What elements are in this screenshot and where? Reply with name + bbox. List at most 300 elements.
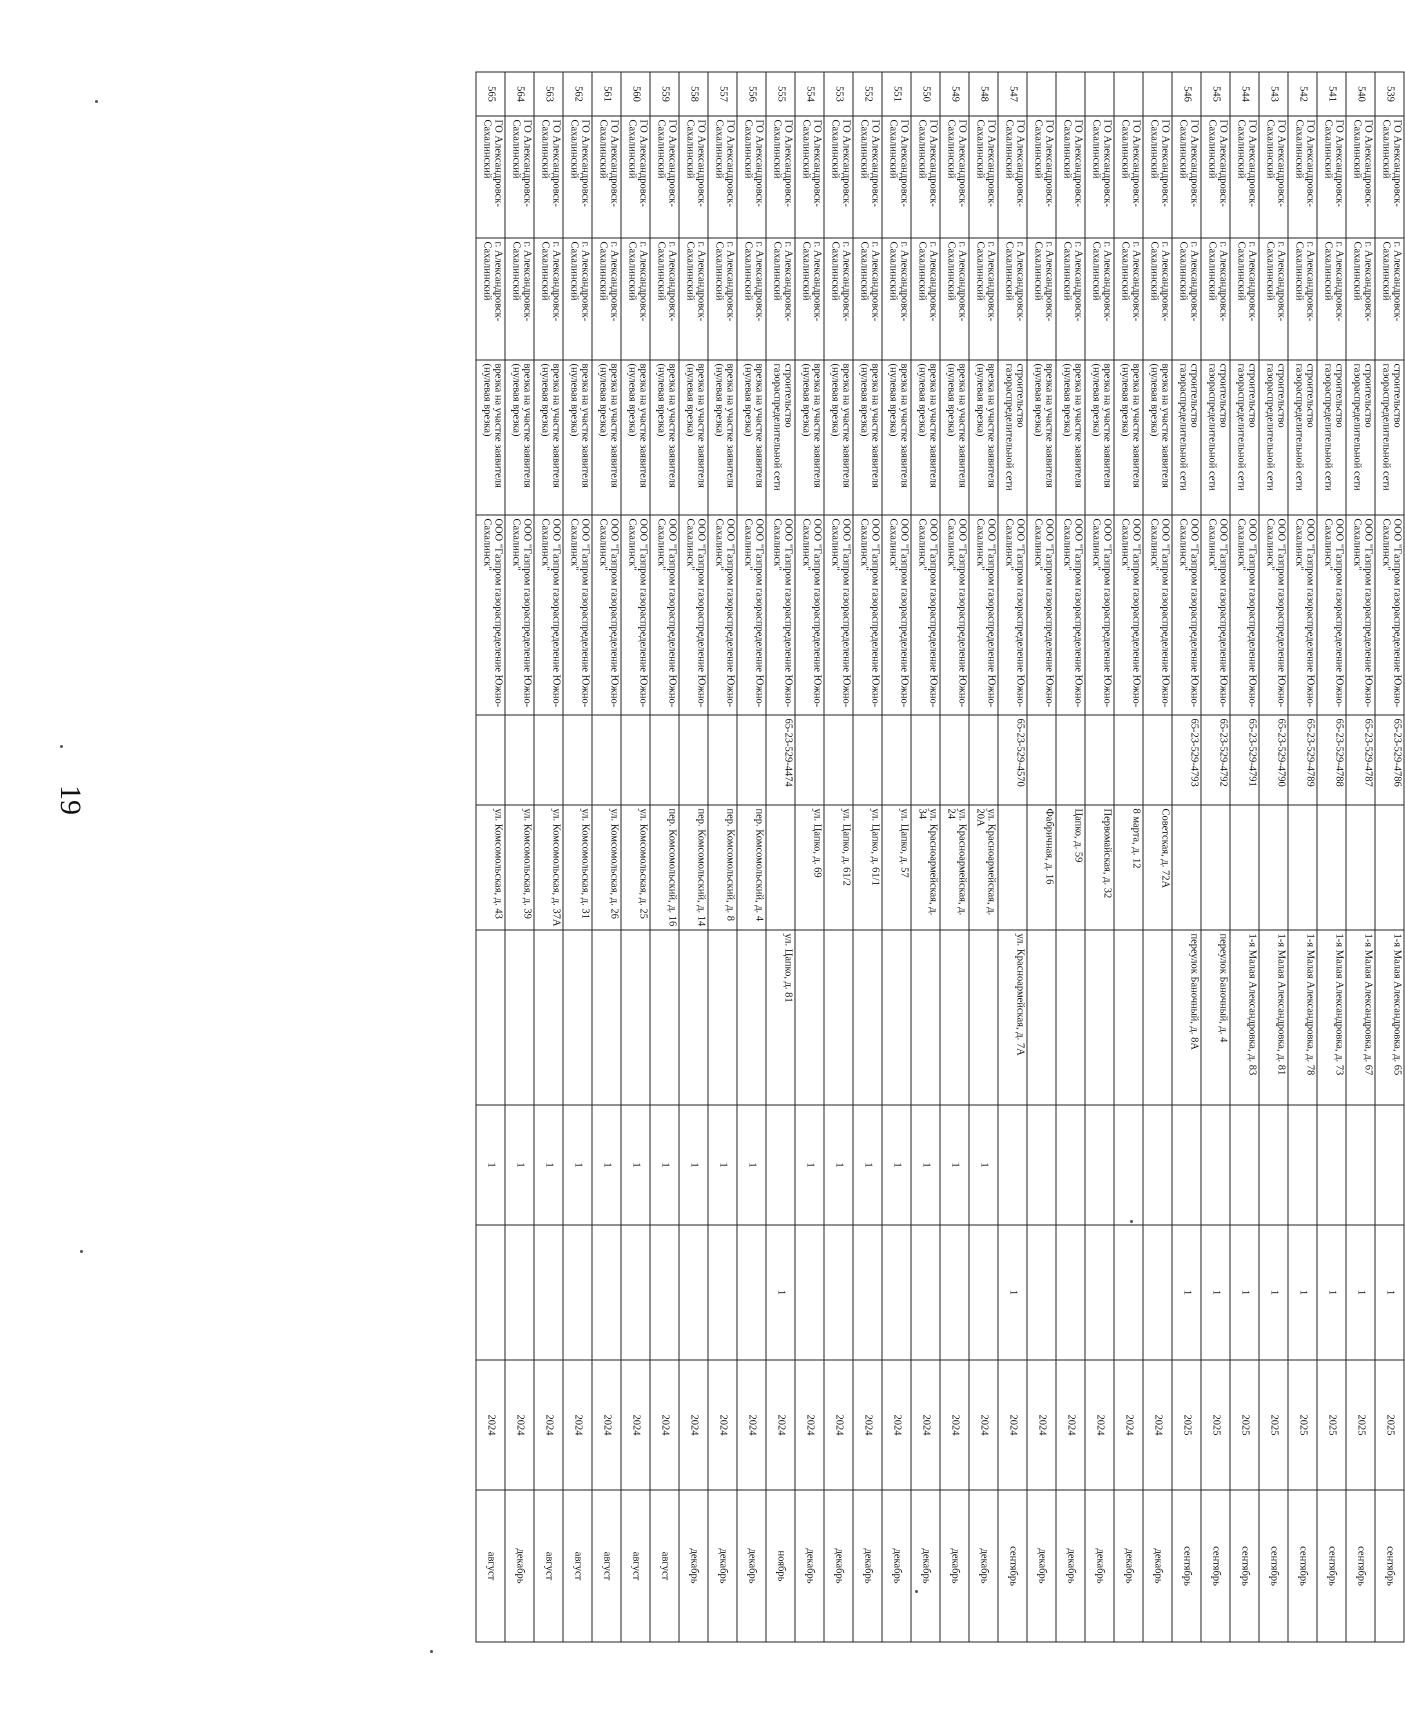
locality-cell: г. Александровск-Сахалинский — [1375, 238, 1404, 360]
mark-cell-1: 1 — [592, 1105, 621, 1225]
scan-speck — [1130, 1220, 1133, 1223]
district-cell: ГО Александровск-Сахалинский — [940, 116, 969, 238]
locality-cell: г. Александровск-Сахалинский — [1027, 238, 1056, 360]
year-cell: 2024 — [592, 1360, 621, 1490]
table-row — [737, 72, 766, 1642]
month-cell: сентябрь — [1259, 1490, 1288, 1642]
work-type-cell: врезка на участке заявителя (нулевая врезка) — [853, 360, 882, 515]
address-cell — [1346, 805, 1375, 930]
locality-cell: г. Александровск-Сахалинский — [969, 238, 998, 360]
object-code-cell — [795, 715, 824, 805]
month-cell: декабрь — [911, 1490, 940, 1642]
district-cell: ГО Александровск-Сахалинский — [476, 116, 505, 238]
object-code-cell: 65-23-529-4474 — [766, 715, 795, 805]
locality-cell: г. Александровск-Сахалинский — [505, 238, 534, 360]
mark-cell-1 — [1259, 1105, 1288, 1225]
work-type-cell: врезка на участке заявителя (нулевая врезка) — [563, 360, 592, 515]
year-cell: 2024 — [795, 1360, 824, 1490]
object-code-cell — [563, 715, 592, 805]
row-number: 559 — [650, 72, 679, 116]
work-type-cell: врезка на участке заявителя (нулевая врезка) — [969, 360, 998, 515]
mark-cell-2 — [592, 1225, 621, 1360]
locality-cell: г. Александровск-Сахалинский — [476, 238, 505, 360]
work-type-cell: строительство газораспределительной сети — [1317, 360, 1346, 515]
year-cell: 2025 — [1288, 1360, 1317, 1490]
mark-cell-1: 1 — [476, 1105, 505, 1225]
month-cell: декабрь — [708, 1490, 737, 1642]
network-address-cell: переулок Баночный, д. 8А — [1172, 930, 1201, 1105]
mark-cell-2 — [534, 1225, 563, 1360]
organization-cell: ООО "Газпром газораспределение Южно-Сахалинск" — [737, 515, 766, 715]
mark-cell-1 — [1027, 1105, 1056, 1225]
network-address-cell — [882, 930, 911, 1105]
network-address-cell: ул. Красноармейская, д. 7А — [998, 930, 1027, 1105]
mark-cell-2 — [708, 1225, 737, 1360]
table-row — [969, 72, 998, 1642]
year-cell: 2024 — [563, 1360, 592, 1490]
object-code-cell: 65-23-529-4788 — [1317, 715, 1346, 805]
work-type-cell: врезка на участке заявителя (нулевая врезка) — [650, 360, 679, 515]
mark-cell-2 — [824, 1225, 853, 1360]
address-cell: ул. Цапко, д. 69 — [795, 805, 824, 930]
mark-cell-1: 1 — [679, 1105, 708, 1225]
district-cell: ГО Александровск-Сахалинский — [882, 116, 911, 238]
work-type-cell: строительство газораспределительной сети — [1259, 360, 1288, 515]
locality-cell: г. Александровск-Сахалинский — [650, 238, 679, 360]
month-cell: декабрь — [1114, 1490, 1143, 1642]
organization-cell: ООО "Газпром газораспределение Южно-Сахалинск" — [1027, 515, 1056, 715]
work-type-cell: врезка на участке заявителя (нулевая врезка) — [1143, 360, 1172, 515]
district-cell: ГО Александровск-Сахалинский — [1346, 116, 1375, 238]
district-cell: ГО Александровск-Сахалинский — [1375, 116, 1404, 238]
year-cell: 2024 — [940, 1360, 969, 1490]
table-row — [1056, 72, 1085, 1642]
mark-cell-2: 1 — [1201, 1225, 1230, 1360]
object-code-cell — [1056, 715, 1085, 805]
network-address-cell — [679, 930, 708, 1105]
mark-cell-1: 1 — [853, 1105, 882, 1225]
mark-cell-1 — [1375, 1105, 1404, 1225]
work-type-cell: строительство газораспределительной сети — [998, 360, 1027, 515]
organization-cell: ООО "Газпром газораспределение Южно-Сахалинск" — [853, 515, 882, 715]
year-cell: 2024 — [824, 1360, 853, 1490]
row-number: 548 — [969, 72, 998, 116]
locality-cell: г. Александровск-Сахалинский — [766, 238, 795, 360]
address-cell: пер. Комсомольский, д. 14 — [679, 805, 708, 930]
month-cell: август — [476, 1490, 505, 1642]
mark-cell-2 — [737, 1225, 766, 1360]
organization-cell: ООО "Газпром газораспределение Южно-Сахалинск" — [1085, 515, 1114, 715]
object-code-cell: 65-23-529-4789 — [1288, 715, 1317, 805]
work-type-cell: строительство газораспределительной сети — [1288, 360, 1317, 515]
district-cell: ГО Александровск-Сахалинский — [1288, 116, 1317, 238]
organization-cell: ООО "Газпром газораспределение Южно-Сахалинск" — [592, 515, 621, 715]
address-cell: Цапко, д. 59 — [1056, 805, 1085, 930]
year-cell: 2024 — [882, 1360, 911, 1490]
work-type-cell: врезка на участке заявителя (нулевая врезка) — [679, 360, 708, 515]
mark-cell-1: 1 — [940, 1105, 969, 1225]
row-number: 553 — [824, 72, 853, 116]
work-type-cell: врезка на участке заявителя (нулевая врезка) — [824, 360, 853, 515]
year-cell: 2024 — [476, 1360, 505, 1490]
table-row — [1230, 72, 1259, 1642]
network-address-cell: 1-я Малая Александровка, д. 81 — [1259, 930, 1288, 1105]
mark-cell-1: 1 — [708, 1105, 737, 1225]
work-type-cell: строительство газораспределительной сети — [1375, 360, 1404, 515]
year-cell: 2025 — [1172, 1360, 1201, 1490]
object-code-cell — [853, 715, 882, 805]
row-number: 544 — [1230, 72, 1259, 116]
month-cell: декабрь — [882, 1490, 911, 1642]
locality-cell: г. Александровск-Сахалинский — [911, 238, 940, 360]
table-body — [476, 72, 1404, 1642]
locality-cell: г. Александровск-Сахалинский — [1259, 238, 1288, 360]
work-type-cell: врезка на участке заявителя (нулевая врезка) — [534, 360, 563, 515]
locality-cell: г. Александровск-Сахалинский — [882, 238, 911, 360]
work-type-cell: врезка на участке заявителя (нулевая врезка) — [1027, 360, 1056, 515]
organization-cell: ООО "Газпром газораспределение Южно-Сахалинск" — [969, 515, 998, 715]
locality-cell: г. Александровск-Сахалинский — [824, 238, 853, 360]
table-row — [563, 72, 592, 1642]
mark-cell-2 — [1143, 1225, 1172, 1360]
network-address-cell: 1-я Малая Александровка, д. 67 — [1346, 930, 1375, 1105]
year-cell: 2024 — [911, 1360, 940, 1490]
district-cell: ГО Александровск-Сахалинский — [1143, 116, 1172, 238]
object-code-cell — [1114, 715, 1143, 805]
work-type-cell: врезка на участке заявителя (нулевая врезка) — [592, 360, 621, 515]
locality-cell: г. Александровск-Сахалинский — [1056, 238, 1085, 360]
work-type-cell: строительство газораспределительной сети — [1172, 360, 1201, 515]
mark-cell-1: 1 — [882, 1105, 911, 1225]
table-row — [592, 72, 621, 1642]
locality-cell: г. Александровск-Сахалинский — [1230, 238, 1259, 360]
row-number: 543 — [1259, 72, 1288, 116]
mark-cell-2: 1 — [766, 1225, 795, 1360]
locality-cell: г. Александровск-Сахалинский — [795, 238, 824, 360]
organization-cell: ООО "Газпром газораспределение Южно-Сахалинск" — [679, 515, 708, 715]
gasification-schedule-table — [476, 72, 1405, 1643]
table-row — [1027, 72, 1056, 1642]
table-row — [795, 72, 824, 1642]
network-address-cell — [824, 930, 853, 1105]
network-address-cell — [650, 930, 679, 1105]
address-cell: ул. Цапко, д. 57 — [882, 805, 911, 930]
locality-cell: г. Александровск-Сахалинский — [940, 238, 969, 360]
object-code-cell: 65-23-529-4570 — [998, 715, 1027, 805]
mark-cell-2 — [882, 1225, 911, 1360]
mark-cell-2: 1 — [1317, 1225, 1346, 1360]
address-cell: ул. Комсомольская, д. 43 — [476, 805, 505, 930]
mark-cell-1 — [1056, 1105, 1085, 1225]
work-type-cell: врезка на участке заявителя (нулевая врезка) — [882, 360, 911, 515]
month-cell: август — [563, 1490, 592, 1642]
mark-cell-1 — [1085, 1105, 1114, 1225]
address-cell — [1288, 805, 1317, 930]
scan-speck — [80, 1250, 83, 1253]
row-number: 539 — [1375, 72, 1404, 116]
table-row — [476, 72, 505, 1642]
locality-cell: г. Александровск-Сахалинский — [737, 238, 766, 360]
month-cell: ноябрь — [766, 1490, 795, 1642]
object-code-cell — [534, 715, 563, 805]
table-row — [1288, 72, 1317, 1642]
table-row — [766, 72, 795, 1642]
row-number: 561 — [592, 72, 621, 116]
district-cell: ГО Александровск-Сахалинский — [534, 116, 563, 238]
row-number: 556 — [737, 72, 766, 116]
district-cell: ГО Александровск-Сахалинский — [1201, 116, 1230, 238]
year-cell: 2024 — [853, 1360, 882, 1490]
table-row — [940, 72, 969, 1642]
mark-cell-2 — [476, 1225, 505, 1360]
year-cell: 2024 — [766, 1360, 795, 1490]
network-address-cell — [940, 930, 969, 1105]
mark-cell-1: 1 — [795, 1105, 824, 1225]
address-cell: 8 марта, д. 12 — [1114, 805, 1143, 930]
year-cell: 2024 — [737, 1360, 766, 1490]
network-address-cell — [592, 930, 621, 1105]
locality-cell: г. Александровск-Сахалинский — [998, 238, 1027, 360]
row-number: 547 — [998, 72, 1027, 116]
mark-cell-2 — [563, 1225, 592, 1360]
district-cell: ГО Александровск-Сахалинский — [1085, 116, 1114, 238]
object-code-cell — [708, 715, 737, 805]
month-cell: август — [650, 1490, 679, 1642]
locality-cell: г. Александровск-Сахалинский — [1114, 238, 1143, 360]
table-row — [824, 72, 853, 1642]
object-code-cell — [621, 715, 650, 805]
mark-cell-2 — [969, 1225, 998, 1360]
table-row — [911, 72, 940, 1642]
organization-cell: ООО "Газпром газораспределение Южно-Сахалинск" — [563, 515, 592, 715]
row-number: 563 — [534, 72, 563, 116]
year-cell: 2024 — [1085, 1360, 1114, 1490]
mark-cell-2 — [1085, 1225, 1114, 1360]
mark-cell-1: 1 — [824, 1105, 853, 1225]
mark-cell-1 — [1317, 1105, 1346, 1225]
network-address-cell: 1-я Малая Александровка, д. 73 — [1317, 930, 1346, 1105]
table-row — [621, 72, 650, 1642]
table-row — [650, 72, 679, 1642]
address-cell: ул. Комсомольская, д. 25 — [621, 805, 650, 930]
row-number: 564 — [505, 72, 534, 116]
locality-cell: г. Александровск-Сахалинский — [1143, 238, 1172, 360]
district-cell: ГО Александровск-Сахалинский — [824, 116, 853, 238]
address-cell: ул. Комсомольская, д. 31 — [563, 805, 592, 930]
table-row — [853, 72, 882, 1642]
locality-cell: г. Александровск-Сахалинский — [679, 238, 708, 360]
object-code-cell: 65-23-529-4792 — [1201, 715, 1230, 805]
organization-cell: ООО "Газпром газораспределение Южно-Сахалинск" — [1172, 515, 1201, 715]
organization-cell: ООО "Газпром газораспределение Южно-Сахалинск" — [476, 515, 505, 715]
year-cell: 2024 — [1056, 1360, 1085, 1490]
network-address-cell — [1143, 930, 1172, 1105]
work-type-cell: врезка на участке заявителя (нулевая врезка) — [940, 360, 969, 515]
object-code-cell — [882, 715, 911, 805]
locality-cell: г. Александровск-Сахалинский — [621, 238, 650, 360]
work-type-cell: врезка на участке заявителя (нулевая врезка) — [621, 360, 650, 515]
network-address-cell: переулок Баночный, д. 4 — [1201, 930, 1230, 1105]
work-type-cell: врезка на участке заявителя (нулевая врезка) — [737, 360, 766, 515]
district-cell: ГО Александровск-Сахалинский — [766, 116, 795, 238]
month-cell: декабрь — [1143, 1490, 1172, 1642]
work-type-cell: врезка на участке заявителя (нулевая врезка) — [1056, 360, 1085, 515]
mark-cell-2: 1 — [1375, 1225, 1404, 1360]
locality-cell: г. Александровск-Сахалинский — [1346, 238, 1375, 360]
mark-cell-2: 1 — [998, 1225, 1027, 1360]
table-row — [1085, 72, 1114, 1642]
address-cell: пер. Комсомольский, д. 8 — [708, 805, 737, 930]
mark-cell-2 — [621, 1225, 650, 1360]
address-cell: ул. Комсомольская, д. 37А — [534, 805, 563, 930]
mark-cell-1: 1 — [505, 1105, 534, 1225]
row-number: 541 — [1317, 72, 1346, 116]
district-cell: ГО Александровск-Сахалинский — [563, 116, 592, 238]
locality-cell: г. Александровск-Сахалинский — [563, 238, 592, 360]
organization-cell: ООО "Газпром газораспределение Южно-Сахалинск" — [650, 515, 679, 715]
address-cell: Фабричная, д. 16 — [1027, 805, 1056, 930]
district-cell: ГО Александровск-Сахалинский — [708, 116, 737, 238]
organization-cell: ООО "Газпром газораспределение Южно-Сахалинск" — [1201, 515, 1230, 715]
table-row — [1114, 72, 1143, 1642]
work-type-cell: врезка на участке заявителя (нулевая врезка) — [505, 360, 534, 515]
address-cell — [1201, 805, 1230, 930]
row-number: 558 — [679, 72, 708, 116]
scan-speck — [95, 100, 98, 103]
mark-cell-1 — [1346, 1105, 1375, 1225]
district-cell: ГО Александровск-Сахалинский — [1172, 116, 1201, 238]
address-cell: пер. Комсомольский, д. 16 — [650, 805, 679, 930]
organization-cell: ООО "Газпром газораспределение Южно-Сахалинск" — [940, 515, 969, 715]
work-type-cell: строительство газораспределительной сети — [1346, 360, 1375, 515]
network-address-cell — [795, 930, 824, 1105]
object-code-cell — [1143, 715, 1172, 805]
mark-cell-2 — [795, 1225, 824, 1360]
month-cell: декабрь — [1056, 1490, 1085, 1642]
year-cell: 2024 — [1027, 1360, 1056, 1490]
mark-cell-2: 1 — [1346, 1225, 1375, 1360]
locality-cell: г. Александровск-Сахалинский — [1085, 238, 1114, 360]
mark-cell-2 — [1114, 1225, 1143, 1360]
mark-cell-2: 1 — [1259, 1225, 1288, 1360]
object-code-cell — [476, 715, 505, 805]
district-cell: ГО Александровск-Сахалинский — [1259, 116, 1288, 238]
district-cell: ГО Александровск-Сахалинский — [1114, 116, 1143, 238]
object-code-cell — [737, 715, 766, 805]
object-code-cell — [969, 715, 998, 805]
scan-speck — [60, 745, 63, 748]
table-row — [534, 72, 563, 1642]
organization-cell: ООО "Газпром газораспределение Южно-Сахалинск" — [1317, 515, 1346, 715]
row-number: 560 — [621, 72, 650, 116]
object-code-cell: 65-23-529-4791 — [1230, 715, 1259, 805]
object-code-cell — [911, 715, 940, 805]
year-cell: 2024 — [534, 1360, 563, 1490]
row-number — [1027, 72, 1056, 116]
mark-cell-2 — [853, 1225, 882, 1360]
organization-cell: ООО "Газпром газораспределение Южно-Сахалинск" — [534, 515, 563, 715]
district-cell: ГО Александровск-Сахалинский — [1230, 116, 1259, 238]
address-cell: ул. Цапко, д. 61/1 — [853, 805, 882, 930]
network-address-cell — [911, 930, 940, 1105]
district-cell: ГО Александровск-Сахалинский — [621, 116, 650, 238]
mark-cell-2: 1 — [1230, 1225, 1259, 1360]
month-cell: декабрь — [1027, 1490, 1056, 1642]
network-address-cell — [476, 930, 505, 1105]
network-address-cell — [505, 930, 534, 1105]
organization-cell: ООО "Газпром газораспределение Южно-Сахалинск" — [1259, 515, 1288, 715]
month-cell: сентябрь — [1346, 1490, 1375, 1642]
mark-cell-2 — [650, 1225, 679, 1360]
table-row — [1346, 72, 1375, 1642]
district-cell: ГО Александровск-Сахалинский — [1027, 116, 1056, 238]
year-cell: 2024 — [998, 1360, 1027, 1490]
network-address-cell — [969, 930, 998, 1105]
month-cell: сентябрь — [1230, 1490, 1259, 1642]
row-number — [1114, 72, 1143, 116]
network-address-cell — [563, 930, 592, 1105]
year-cell: 2024 — [969, 1360, 998, 1490]
table-row — [1259, 72, 1288, 1642]
month-cell: сентябрь — [1201, 1490, 1230, 1642]
district-cell: ГО Александровск-Сахалинский — [853, 116, 882, 238]
table-row — [505, 72, 534, 1642]
row-number: 562 — [563, 72, 592, 116]
row-number: 545 — [1201, 72, 1230, 116]
mark-cell-1: 1 — [534, 1105, 563, 1225]
object-code-cell — [679, 715, 708, 805]
mark-cell-1: 1 — [737, 1105, 766, 1225]
address-cell: ул. Красноармейская, д. 24 — [940, 805, 969, 930]
organization-cell: ООО "Газпром газораспределение Южно-Сахалинск" — [824, 515, 853, 715]
organization-cell: ООО "Газпром газораспределение Южно-Сахалинск" — [1375, 515, 1404, 715]
object-code-cell — [505, 715, 534, 805]
month-cell: декабрь — [737, 1490, 766, 1642]
work-type-cell: строительство газораспределительной сети — [1230, 360, 1259, 515]
district-cell: ГО Александровск-Сахалинский — [592, 116, 621, 238]
network-address-cell — [1056, 930, 1085, 1105]
work-type-cell: врезка на участке заявителя (нулевая врезка) — [1085, 360, 1114, 515]
mark-cell-1 — [998, 1105, 1027, 1225]
locality-cell: г. Александровск-Сахалинский — [1288, 238, 1317, 360]
organization-cell: ООО "Газпром газораспределение Южно-Сахалинск" — [1143, 515, 1172, 715]
address-cell — [998, 805, 1027, 930]
mark-cell-1: 1 — [563, 1105, 592, 1225]
row-number: 555 — [766, 72, 795, 116]
district-cell: ГО Александровск-Сахалинский — [505, 116, 534, 238]
locality-cell: г. Александровск-Сахалинский — [1201, 238, 1230, 360]
mark-cell-2 — [940, 1225, 969, 1360]
network-address-cell — [534, 930, 563, 1105]
locality-cell: г. Александровск-Сахалинский — [853, 238, 882, 360]
month-cell: август — [534, 1490, 563, 1642]
year-cell: 2024 — [1114, 1360, 1143, 1490]
row-number: 551 — [882, 72, 911, 116]
month-cell: сентябрь — [1375, 1490, 1404, 1642]
address-cell — [1375, 805, 1404, 930]
district-cell: ГО Александровск-Сахалинский — [679, 116, 708, 238]
row-number: 546 — [1172, 72, 1201, 116]
table-row — [882, 72, 911, 1642]
network-address-cell — [621, 930, 650, 1105]
mark-cell-2 — [1027, 1225, 1056, 1360]
address-cell — [1172, 805, 1201, 930]
work-type-cell: врезка на участке заявителя (нулевая врезка) — [911, 360, 940, 515]
work-type-cell: врезка на участке заявителя (нулевая врезка) — [476, 360, 505, 515]
page-number: 19 — [54, 785, 87, 815]
table-row — [1143, 72, 1172, 1642]
locality-cell: г. Александровск-Сахалинский — [534, 238, 563, 360]
